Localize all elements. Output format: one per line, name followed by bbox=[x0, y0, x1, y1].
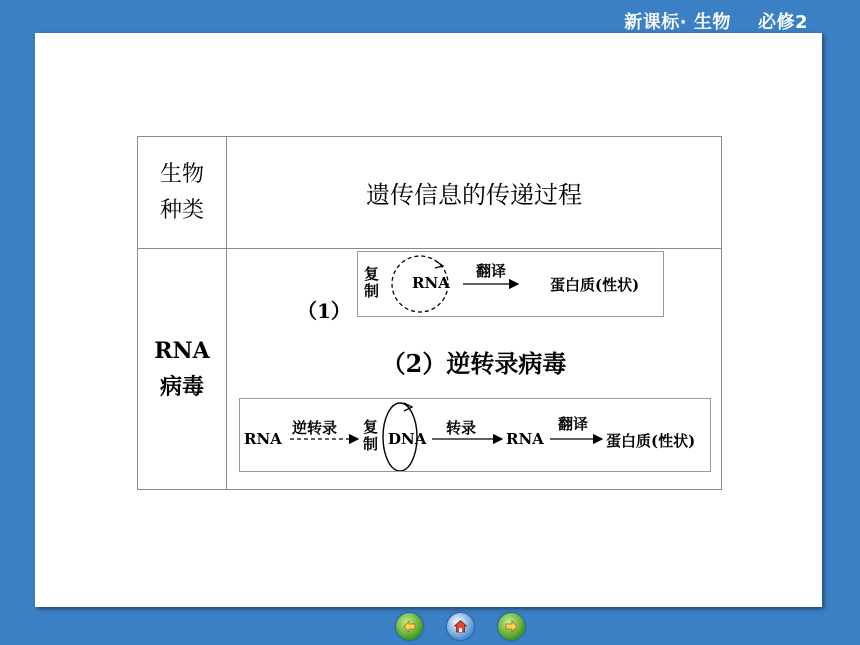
diagram1-node-rna: RNA bbox=[412, 274, 450, 292]
diagram2-node-protein: 蛋白质(性状) bbox=[606, 432, 696, 450]
item1-label: （1） bbox=[297, 299, 351, 323]
diagram2-node-rna-start: RNA bbox=[244, 430, 282, 448]
diagram1-box bbox=[357, 251, 664, 317]
header-organism-line2: 种类 bbox=[159, 197, 204, 223]
diagram2-arrow1-label: 逆转录 bbox=[292, 419, 338, 437]
transmission-table bbox=[137, 136, 722, 490]
header-title: 新课标· 生物 必修2 bbox=[624, 12, 808, 33]
slide-content bbox=[35, 33, 822, 607]
diagram1-loop-arrowhead bbox=[435, 261, 443, 268]
row-label-rna-virus bbox=[138, 249, 227, 490]
process-cell bbox=[227, 249, 722, 490]
diagram2-arrow2-label: 转录 bbox=[446, 419, 477, 437]
diagram1-arrow-label: 翻译 bbox=[476, 262, 507, 280]
diagram2-node-rna-mid: RNA bbox=[506, 430, 544, 448]
diagram2-box bbox=[239, 398, 711, 472]
header-transmission-process: 遗传信息的传递过程 bbox=[227, 137, 722, 249]
diagram1-replication-top: 复 bbox=[364, 265, 380, 283]
header-organism-line1: 生物 bbox=[159, 161, 204, 187]
home-icon bbox=[453, 619, 468, 634]
diagram2-replication-bottom: 制 bbox=[363, 435, 379, 453]
diagram2-node-dna: DNA bbox=[388, 430, 427, 448]
forward-arrow-icon bbox=[504, 619, 519, 634]
back-arrow-icon bbox=[402, 619, 417, 634]
diagram1-replication-bottom: 制 bbox=[364, 282, 380, 300]
next-slide-button[interactable] bbox=[498, 613, 525, 640]
diagram1-node-protein: 蛋白质(性状) bbox=[550, 276, 640, 294]
diagram2-replication-top: 复 bbox=[363, 418, 379, 436]
item2-title: （2）逆转录病毒 bbox=[381, 349, 567, 378]
header-organism-type bbox=[138, 137, 227, 249]
row-label-line1: RNA bbox=[154, 338, 210, 364]
prev-slide-button[interactable] bbox=[396, 613, 423, 640]
home-button[interactable] bbox=[447, 613, 474, 640]
diagram2-arrow3-label: 翻译 bbox=[558, 415, 589, 433]
row-label-line2: 病毒 bbox=[159, 374, 204, 400]
